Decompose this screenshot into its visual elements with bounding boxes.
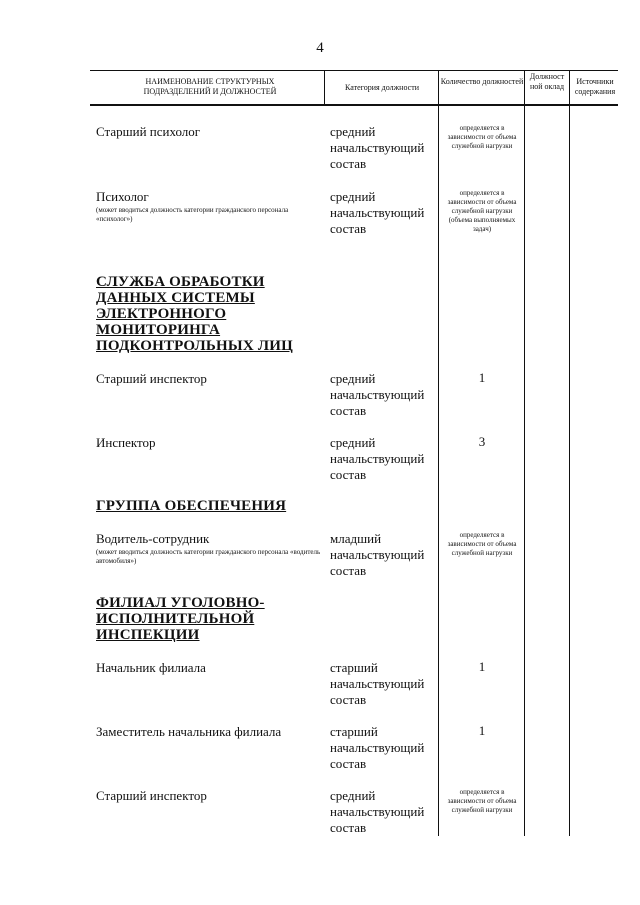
position-category: средний начальствующий состав <box>330 371 425 418</box>
column-divider-1 <box>324 70 325 106</box>
column-divider-4 <box>569 70 570 836</box>
header-structure-column: НАИМЕНОВАНИЕ СТРУКТУРНЫХ ПОДРАЗДЕЛЕНИЙ И ДОЛЖНОСТЕЙ <box>143 77 277 96</box>
section-heading: СЛУЖБА ОБРАБОТКИ ДАННЫХ СИСТЕМЫ ЭЛЕКТРОННОГО МОНИТОРИНГА ПОДКОНТРОЛЬНЫХ ЛИЦ <box>96 274 293 354</box>
position-name <box>96 531 321 566</box>
header-salary-column: Должност ной оклад <box>529 72 565 91</box>
table-top-border <box>90 70 618 71</box>
position-quantity: 1 <box>478 659 486 674</box>
position-name: Старший инспектор <box>96 371 207 386</box>
position-note: (может вводиться должность категории гражданского персонала «психолог») <box>96 206 289 223</box>
section-heading: ГРУППА ОБЕСПЕЧЕНИЯ <box>96 498 287 514</box>
position-category: средний начальствующий состав <box>330 788 425 835</box>
header-source-column: Источники содержания <box>574 77 616 96</box>
header-category-column: Категория должности <box>345 83 419 92</box>
header-quantity-column: Количество должностей <box>440 77 524 86</box>
position-category: средний начальствующий состав <box>330 189 425 236</box>
position-name: Начальник филиала <box>96 660 206 675</box>
position-name <box>96 189 321 224</box>
position-category: средний начальствующий состав <box>330 124 425 171</box>
position-quantity: определяется в зависимости от объема служебной нагрузки <box>447 124 517 150</box>
position-title: Водитель-сотрудник <box>96 531 210 546</box>
position-quantity: 1 <box>478 723 486 738</box>
position-category: средний начальствующий состав <box>330 435 425 482</box>
position-quantity: определяется в зависимости от объема служебной нагрузки <box>447 531 517 557</box>
position-category: старший начальствующий состав <box>330 724 425 771</box>
position-quantity: 3 <box>478 434 486 449</box>
position-title: Психолог <box>96 189 149 204</box>
position-quantity: определяется в зависимости от объема служебной нагрузки <box>447 788 517 814</box>
header-bottom-border <box>90 104 618 106</box>
position-note: (может вводиться должность категории гражданского персонала «водитель автомобиля») <box>96 548 321 565</box>
column-divider-3 <box>524 70 525 836</box>
position-name: Старший психолог <box>96 124 201 139</box>
position-name: Заместитель начальника филиала <box>96 724 282 739</box>
position-category: младший начальствующий состав <box>330 531 425 578</box>
position-name: Старший инспектор <box>96 788 207 803</box>
section-heading: ФИЛИАЛ УГОЛОВНО-ИСПОЛНИТЕЛЬНОЙ ИНСПЕКЦИИ <box>96 595 265 643</box>
position-quantity: определяется в зависимости от объема служебной нагрузки (объема выполняемых задач) <box>447 189 517 233</box>
page-number: 4 <box>316 40 324 56</box>
position-category: старший начальствующий состав <box>330 660 425 707</box>
position-quantity: 1 <box>478 370 486 385</box>
position-name: Инспектор <box>96 435 156 450</box>
